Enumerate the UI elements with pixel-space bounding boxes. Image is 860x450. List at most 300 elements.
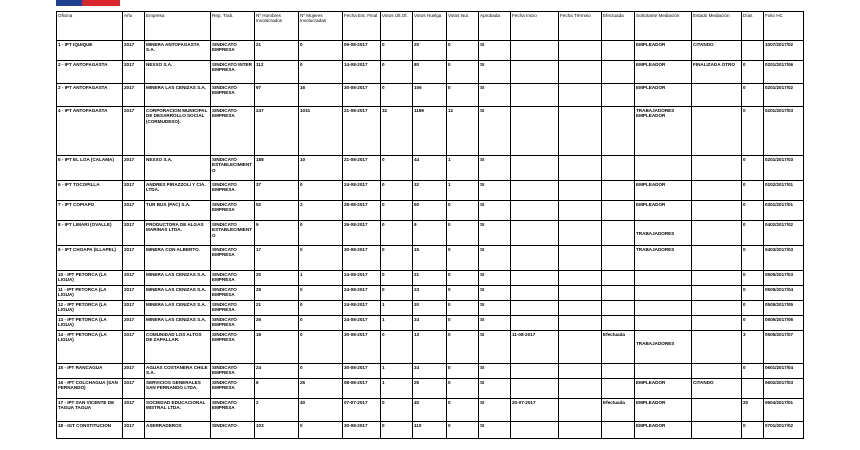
cell-dias: 0 — [742, 84, 764, 107]
cell-votos-of: 0 — [381, 271, 413, 286]
cell-empresa: MINERA CON ALBERTO. — [145, 246, 211, 271]
cell-fecha-final: 30-08-2017 — [343, 84, 381, 107]
column-header: Solicitante Mediación — [635, 12, 692, 41]
cell-empresa: COMUNIDAD LOS ALTOS DE ZAPALLAR. — [145, 331, 211, 364]
column-header: Rep. Trab. — [211, 12, 255, 41]
cell-dias: 0 — [742, 107, 764, 156]
cell-solicitante — [635, 221, 692, 246]
cell-empresa: MINERA LAS CENIZAS S.A. — [145, 316, 211, 331]
cell-folio: 0301/2017/01 — [764, 201, 804, 221]
table-row — [57, 286, 804, 301]
cell-termino — [559, 156, 602, 181]
cell-votos-nul: 0 — [447, 364, 479, 379]
institution-logo — [56, 0, 120, 6]
cell-dias: 0 — [742, 201, 764, 221]
cell-oficina: 10 - IPT PETORCA (LA LIGUA) — [57, 271, 123, 286]
cell-votos-of: 0 — [381, 84, 413, 107]
cell-votos-huelga: 24 — [413, 364, 447, 379]
cell-empresa: NEXXO S.A. — [145, 156, 211, 181]
solicitante-text: EMPLEADOR — [636, 202, 666, 207]
column-header: Nº Mujeres Involucradas — [299, 12, 343, 41]
cell-solicitante — [635, 156, 692, 181]
cell-rep: SINDICATO EMPRESA — [211, 246, 255, 271]
solicitante-below-text: TRABAJADORES — [636, 231, 675, 236]
cell-anio: 2017 — [123, 316, 145, 331]
cell-solicitante — [635, 84, 692, 107]
cell-oficina: 9 - IPT CHOAPA (ILLAPEL) — [57, 246, 123, 271]
cell-folio: 0505/2017/03 — [764, 271, 804, 286]
table-row — [57, 201, 804, 221]
cell-anio: 2017 — [123, 61, 145, 84]
cell-efectuada — [602, 379, 635, 399]
cell-hombres: 188 — [255, 156, 299, 181]
cell-mujeres: 1 — [299, 271, 343, 286]
cell-anio: 2017 — [123, 399, 145, 422]
column-header: Aprobada — [479, 12, 511, 41]
cell-hombres: 20 — [255, 271, 299, 286]
cell-votos-of: 0 — [381, 41, 413, 61]
cell-fecha-final: 24-08-2017 — [343, 286, 381, 301]
cell-votos-huelga: 106 — [413, 84, 447, 107]
cell-rep: SINDICATO EMPRESA — [211, 379, 255, 399]
cell-anio: 2017 — [123, 246, 145, 271]
cell-empresa: MINERA ANTOFAGASTA S.A. — [145, 41, 211, 61]
cell-hombres: 37 — [255, 181, 299, 201]
cell-rep: SINDICATO EMPRESA — [211, 201, 255, 221]
cell-votos-of: 0 — [381, 422, 413, 439]
cell-efectuada — [602, 107, 635, 156]
solicitante-text: EMPLEADOR — [636, 62, 666, 67]
cell-folio: 0201/2017/02 — [764, 84, 804, 107]
cell-hombres: 24 — [255, 364, 299, 379]
cell-oficina: 4 - IPT ANTOFAGASTA — [57, 107, 123, 156]
table-row — [57, 422, 804, 439]
cell-oficina: 13 - IPT PETORCA (LA LIGUA) — [57, 316, 123, 331]
cell-rep: SINDICATO EMPRESA — [211, 41, 255, 61]
cell-efectuada: Efectuada — [602, 331, 635, 364]
cell-termino — [559, 84, 602, 107]
cell-aprobada: SI — [479, 316, 511, 331]
column-header: Fecha Est. Final — [343, 12, 381, 41]
cell-fecha-final: 08-08-2017 — [343, 379, 381, 399]
cell-votos-nul: 0 — [447, 286, 479, 301]
cell-dias: 3 — [742, 331, 764, 364]
cell-mujeres: 0 — [299, 181, 343, 201]
cell-rep: SINDICATO — [211, 422, 255, 439]
cell-fecha-final: 28-08-2017 — [343, 201, 381, 221]
cell-oficina: 11 - IPT PETORCA (LA LIGUA) — [57, 286, 123, 301]
cell-termino — [559, 301, 602, 316]
solicitante-text: EMPLEADOR — [636, 42, 666, 47]
table-row — [57, 331, 804, 364]
cell-mujeres: 0 — [299, 61, 343, 84]
cell-dias: 0 — [742, 286, 764, 301]
cell-votos-huelga: 21 — [413, 271, 447, 286]
cell-termino — [559, 271, 602, 286]
cell-estado — [692, 316, 742, 331]
cell-dias — [742, 41, 764, 61]
cell-solicitante — [635, 246, 692, 271]
cell-aprobada: SI — [479, 364, 511, 379]
cell-oficina: 2 - IPT ANTOFAGASTA — [57, 61, 123, 84]
column-header: Año — [123, 12, 145, 41]
cell-aprobada: SI — [479, 331, 511, 364]
cell-dias: 0 — [742, 246, 764, 271]
cell-mujeres: 0 — [299, 316, 343, 331]
cell-hombres: 97 — [255, 84, 299, 107]
cell-votos-nul: 0 — [447, 316, 479, 331]
cell-estado — [692, 201, 742, 221]
cell-solicitante — [635, 271, 692, 286]
solicitante-text: EMPLEADOR — [636, 400, 666, 405]
cell-termino — [559, 399, 602, 422]
cell-votos-of: 0 — [381, 399, 413, 422]
cell-votos-of: 0 — [381, 201, 413, 221]
cell-efectuada: Efectuada — [602, 399, 635, 422]
cell-oficina: 16 - IPT COLCHAGUA (SAN FERNANDO) — [57, 379, 123, 399]
cell-hombres: 52 — [255, 201, 299, 221]
cell-rep: SINDICATO INTER EMPRESA — [211, 61, 255, 84]
cell-dias: 0 — [742, 316, 764, 331]
cell-folio: 0601/2017/04 — [764, 364, 804, 379]
cell-oficina: 15 - IPT RANCAGUA — [57, 364, 123, 379]
cell-efectuada — [602, 422, 635, 439]
cell-fecha-final: 26-08-2017 — [343, 221, 381, 246]
cell-termino — [559, 364, 602, 379]
cell-efectuada — [602, 41, 635, 61]
cell-rep: SINDICATO EMPRESA — [211, 271, 255, 286]
cell-mujeres: 0 — [299, 301, 343, 316]
cell-termino — [559, 316, 602, 331]
cell-folio: 0505/2017/04 — [764, 286, 804, 301]
cell-aprobada: SI — [479, 84, 511, 107]
cell-hombres: 9 — [255, 221, 299, 246]
cell-empresa: ASERRADEROS — [145, 422, 211, 439]
cell-aprobada: SI — [479, 246, 511, 271]
cell-inicio — [511, 107, 559, 156]
cell-votos-of: 1 — [381, 364, 413, 379]
cell-efectuada — [602, 201, 635, 221]
cell-mujeres: 0 — [299, 331, 343, 364]
cell-efectuada — [602, 181, 635, 201]
cell-mujeres: 0 — [299, 221, 343, 246]
solicitante-below-text: TRABAJADORES — [636, 341, 675, 346]
logo-blue-band — [56, 0, 82, 6]
cell-empresa: MINERA LAS CENIZAS S.A. — [145, 271, 211, 286]
cell-estado — [692, 271, 742, 286]
cell-hombres: 21 — [255, 301, 299, 316]
cell-oficina: 5 - IPT EL LOA (CALAMA) — [57, 156, 123, 181]
cell-mujeres: 0 — [299, 246, 343, 271]
cell-fecha-final: 30-08-2017 — [343, 331, 381, 364]
cell-votos-nul: 0 — [447, 41, 479, 61]
cell-mujeres: 40 — [299, 399, 343, 422]
cell-aprobada: SI — [479, 379, 511, 399]
cell-rep: SINDICATO EMPRESA — [211, 399, 255, 422]
cell-estado — [692, 84, 742, 107]
cell-aprobada: SI — [479, 41, 511, 61]
cell-dias: 0 — [742, 364, 764, 379]
cell-rep: SINDICATO EMPRESA — [211, 301, 255, 316]
cell-aprobada: SI — [479, 201, 511, 221]
cell-empresa: SERVICIOS GENERALES SAN FERNANDO LTDA. — [145, 379, 211, 399]
cell-rep: SINDICATO EMPRESA — [211, 107, 255, 156]
cell-efectuada — [602, 316, 635, 331]
cell-solicitante — [635, 331, 692, 364]
cell-solicitante — [635, 316, 692, 331]
table-row — [57, 316, 804, 331]
cell-dias: 0 — [742, 221, 764, 246]
column-header: Estado Mediación — [692, 12, 742, 41]
cell-votos-huelga: 23 — [413, 286, 447, 301]
cell-inicio — [511, 181, 559, 201]
cell-efectuada — [602, 364, 635, 379]
cell-oficina: 7 - IPT COPIAPO — [57, 201, 123, 221]
cell-fecha-final: 30-08-2017 — [343, 422, 381, 439]
cell-oficina: 12 - IPT PETORCA (LA LIGUA) — [57, 301, 123, 316]
column-header: Votos Nul. — [447, 12, 479, 41]
cell-votos-of: 0 — [381, 156, 413, 181]
column-header: Oficina — [57, 12, 123, 41]
cell-votos-of: 0 — [381, 286, 413, 301]
cell-oficina: 18 - IGT CONSTITUCION — [57, 422, 123, 439]
column-header: Nº Hombres Involucrados — [255, 12, 299, 41]
cell-estado — [692, 331, 742, 364]
cell-votos-nul: 0 — [447, 331, 479, 364]
cell-votos-nul: 1 — [447, 181, 479, 201]
cell-votos-nul: 1 — [447, 156, 479, 181]
cell-votos-nul: 0 — [447, 246, 479, 271]
cell-votos-nul: 0 — [447, 379, 479, 399]
cell-aprobada: SI — [479, 156, 511, 181]
cell-oficina: 1 - IPT IQUIQUE — [57, 41, 123, 61]
cell-estado: CITANDO — [692, 41, 742, 61]
cell-empresa: ANDRES PIRAZZOLI Y CIA. LTDA. — [145, 181, 211, 201]
cell-rep: SINDICATO ESTABLECIMIENTO — [211, 221, 255, 246]
cell-inicio — [511, 201, 559, 221]
cell-anio: 2017 — [123, 181, 145, 201]
cell-solicitante — [635, 379, 692, 399]
cell-inicio — [511, 379, 559, 399]
cell-empresa: MINERA LAS CENIZAS S.A. — [145, 84, 211, 107]
cell-votos-nul: 0 — [447, 399, 479, 422]
cell-solicitante — [635, 364, 692, 379]
cell-votos-huelga: 40 — [413, 399, 447, 422]
cell-estado — [692, 221, 742, 246]
cell-inicio — [511, 286, 559, 301]
cell-estado — [692, 399, 742, 422]
solicitante-text: EMPLEADOR — [636, 380, 666, 385]
cell-mujeres: 1031 — [299, 107, 343, 156]
cell-dias: 0 — [742, 181, 764, 201]
cell-dias: 0 — [742, 271, 764, 286]
cell-inicio — [511, 301, 559, 316]
cell-mujeres: 16 — [299, 84, 343, 107]
cell-votos-of: 0 — [381, 246, 413, 271]
cell-efectuada — [602, 84, 635, 107]
cell-solicitante — [635, 41, 692, 61]
table-row — [57, 271, 804, 286]
cell-fecha-final: 07-07-2017 — [343, 399, 381, 422]
cell-aprobada: SI — [479, 61, 511, 84]
cell-efectuada — [602, 156, 635, 181]
cell-hombres: 112 — [255, 61, 299, 84]
column-header: Fecha Término — [559, 12, 602, 41]
cell-termino — [559, 422, 602, 439]
cell-votos-nul: 0 — [447, 301, 479, 316]
cell-termino — [559, 41, 602, 61]
table-row — [57, 364, 804, 379]
cell-votos-nul: 0 — [447, 422, 479, 439]
cell-aprobada: SI — [479, 181, 511, 201]
cell-fecha-final: 21-08-2017 — [343, 156, 381, 181]
cell-inicio — [511, 61, 559, 84]
cell-mujeres: 10 — [299, 156, 343, 181]
cell-fecha-final: 14-08-2017 — [343, 61, 381, 84]
cell-empresa: PRODUCTORA DE ALGAS MARINAS LTDA. — [145, 221, 211, 246]
table-row — [57, 61, 804, 84]
cell-anio: 2017 — [123, 364, 145, 379]
cell-folio: 0201/2017/03 — [764, 156, 804, 181]
cell-estado — [692, 301, 742, 316]
cell-oficina: 6 - IPT TOCOPILLA — [57, 181, 123, 201]
table-row — [57, 221, 804, 246]
cell-folio: 0505/2017/07 — [764, 331, 804, 364]
cell-votos-huelga: 110 — [413, 422, 447, 439]
cell-folio: 0403/2017/03 — [764, 246, 804, 271]
cell-oficina: 8 - IPT LIMARI (OVALLE) — [57, 221, 123, 246]
cell-anio: 2017 — [123, 331, 145, 364]
cell-votos-of: 32 — [381, 107, 413, 156]
cell-votos-nul: 0 — [447, 61, 479, 84]
cell-efectuada — [602, 61, 635, 84]
cell-votos-huelga: 80 — [413, 61, 447, 84]
cell-dias: 0 — [742, 61, 764, 84]
solicitante-text: EMPLEADOR — [636, 85, 666, 90]
cell-anio: 2017 — [123, 201, 145, 221]
cell-aprobada: SI — [479, 286, 511, 301]
cell-folio: 0402/2017/02 — [764, 221, 804, 246]
cell-fecha-final: 09-08-2017 — [343, 41, 381, 61]
cell-estado — [692, 364, 742, 379]
cell-folio: 0201/2017/03 — [764, 107, 804, 156]
cell-hombres: 17 — [255, 246, 299, 271]
cell-termino — [559, 181, 602, 201]
cell-estado — [692, 156, 742, 181]
cell-termino — [559, 221, 602, 246]
cell-inicio — [511, 364, 559, 379]
cell-anio: 2017 — [123, 379, 145, 399]
cell-folio: 0701/2017/02 — [764, 422, 804, 439]
cell-inicio — [511, 316, 559, 331]
cell-fecha-final: 24-08-2017 — [343, 301, 381, 316]
cell-aprobada: SI — [479, 221, 511, 246]
cell-folio: 0604/2017/01 — [764, 399, 804, 422]
cell-rep: SINDICATO EMPRESA — [211, 364, 255, 379]
cell-votos-of: 0 — [381, 331, 413, 364]
cell-dias — [742, 379, 764, 399]
solicitante-text: TRABAJADORES — [636, 247, 675, 252]
cell-oficina: 14 - IPT PETORCA (LA LIGUA) — [57, 331, 123, 364]
strikes-table — [56, 11, 804, 439]
cell-solicitante — [635, 399, 692, 422]
cell-rep: SINDICATO EMPRESA — [211, 331, 255, 364]
cell-estado: FINALIZADA OTRO — [692, 61, 742, 84]
cell-rep: SINDICATO EMPRESA — [211, 84, 255, 107]
cell-anio: 2017 — [123, 301, 145, 316]
cell-dias: 0 — [742, 156, 764, 181]
cell-solicitante — [635, 201, 692, 221]
cell-hombres: 6 — [255, 379, 299, 399]
cell-votos-huelga: 20 — [413, 301, 447, 316]
cell-fecha-final: 30-08-2017 — [343, 246, 381, 271]
cell-votos-huelga: 1189 — [413, 107, 447, 156]
column-header: Folio HC — [764, 12, 804, 41]
cell-solicitante — [635, 301, 692, 316]
solicitante-text: TRABAJADORES EMPLEADOR — [636, 108, 675, 119]
solicitante-text: EMPLEADOR — [636, 423, 666, 428]
cell-votos-nul: 0 — [447, 201, 479, 221]
cell-mujeres: 0 — [299, 422, 343, 439]
cell-termino — [559, 331, 602, 364]
table-row — [57, 107, 804, 156]
cell-votos-huelga: 13 — [413, 331, 447, 364]
table-row — [57, 246, 804, 271]
column-header: Votos Huelga — [413, 12, 447, 41]
table-row — [57, 399, 804, 422]
cell-oficina: 2 - IPT ANTOFAGASTA — [57, 84, 123, 107]
cell-empresa: MINERA LAS CENIZAS S.A. — [145, 286, 211, 301]
column-header: Días — [742, 12, 764, 41]
cell-anio: 2017 — [123, 156, 145, 181]
cell-termino — [559, 379, 602, 399]
column-header: Votos Últ.Of. — [381, 12, 413, 41]
cell-folio: 0505/2017/05 — [764, 301, 804, 316]
cell-aprobada: SI — [479, 107, 511, 156]
cell-aprobada: SI — [479, 422, 511, 439]
cell-folio: 0602/2017/03 — [764, 379, 804, 399]
cell-fecha-final: 24-08-2017 — [343, 316, 381, 331]
cell-inicio — [511, 246, 559, 271]
cell-inicio — [511, 271, 559, 286]
cell-anio: 2017 — [123, 107, 145, 156]
column-header: Fecha Inicio — [511, 12, 559, 41]
cell-empresa: CORPORACION MUNICIPAL DE DESARROLLO SOCIAL (CORMUDESO). — [145, 107, 211, 156]
cell-votos-of: 0 — [381, 181, 413, 201]
cell-anio: 2017 — [123, 41, 145, 61]
cell-anio: 2017 — [123, 286, 145, 301]
cell-termino — [559, 286, 602, 301]
cell-dias: 20 — [742, 399, 764, 422]
cell-efectuada — [602, 246, 635, 271]
table-row — [57, 379, 804, 399]
cell-votos-nul: 12 — [447, 107, 479, 156]
cell-votos-of: 0 — [381, 221, 413, 246]
cell-estado — [692, 286, 742, 301]
cell-efectuada — [602, 301, 635, 316]
cell-folio: 0505/2017/06 — [764, 316, 804, 331]
cell-termino — [559, 107, 602, 156]
cell-empresa: NEXXO S.A. — [145, 61, 211, 84]
cell-fecha-final: 24-08-2017 — [343, 181, 381, 201]
cell-fecha-final: 24-08-2017 — [343, 271, 381, 286]
cell-inicio — [511, 422, 559, 439]
cell-anio: 2017 — [123, 84, 145, 107]
cell-anio: 2017 — [123, 221, 145, 246]
cell-hombres: 247 — [255, 107, 299, 156]
cell-votos-huelga: 32 — [413, 181, 447, 201]
cell-mujeres: 0 — [299, 41, 343, 61]
